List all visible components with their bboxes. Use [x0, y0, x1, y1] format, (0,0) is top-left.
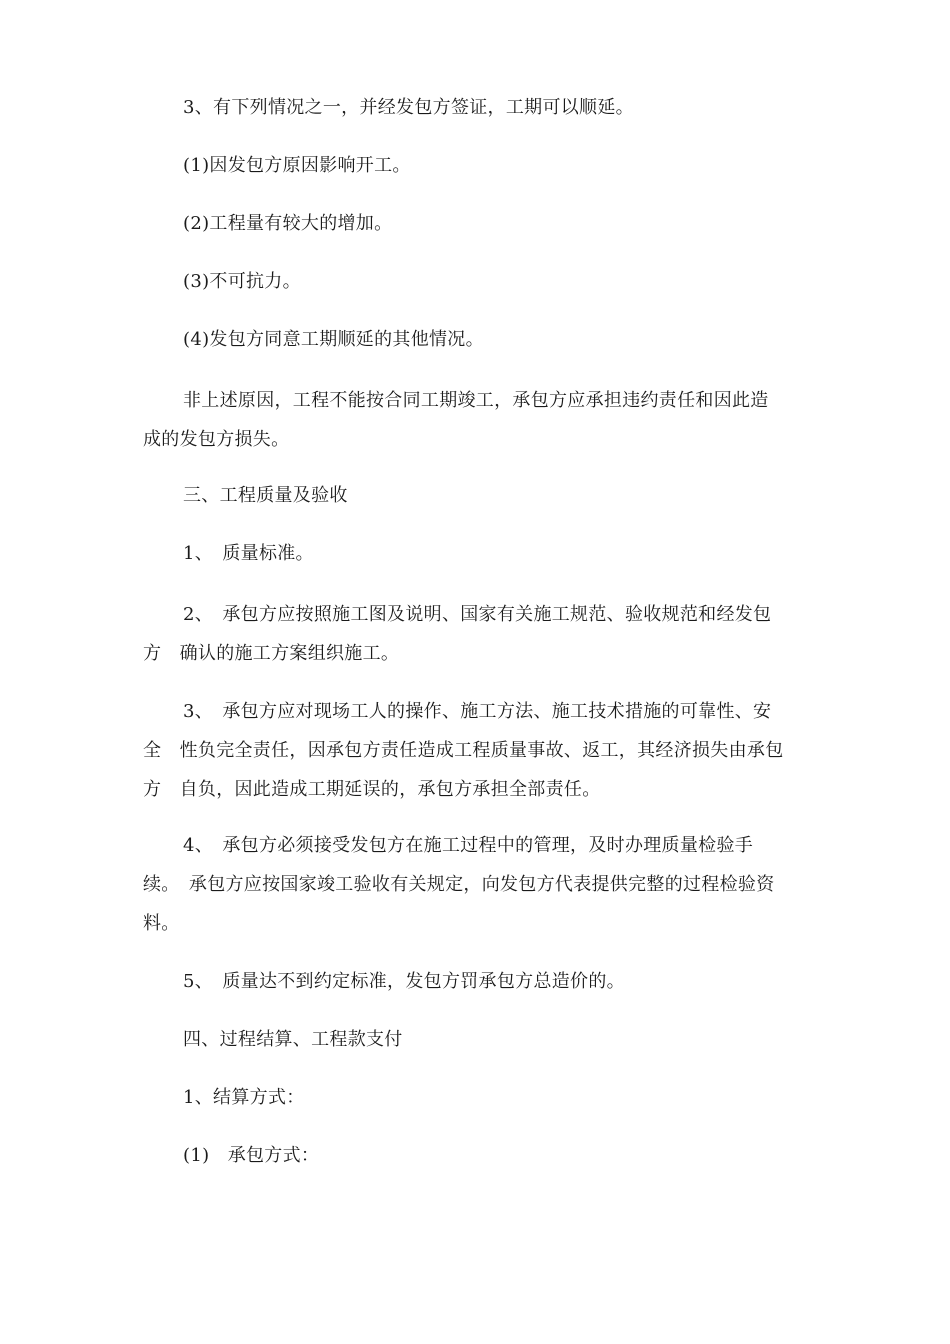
paragraph-quality-4	[143, 826, 808, 943]
text-line: (1)因发包方原因影响开工。	[183, 155, 411, 176]
paragraph-item-2	[143, 204, 808, 243]
section-heading-settlement	[143, 1020, 808, 1059]
text-line: 1、结算方式：	[183, 1087, 305, 1108]
paragraph-item-4	[143, 320, 808, 359]
text-line: 三、工程质量及验收	[183, 485, 348, 506]
paragraph-liability	[143, 381, 808, 459]
paragraph-quality-2	[143, 595, 808, 673]
text-line: 5、 质量达不到约定标准，发包方罚承包方总造价的。	[183, 971, 625, 992]
paragraph-item-3	[143, 262, 808, 301]
text-line: (4)发包方同意工期顺延的其他情况。	[183, 329, 484, 350]
text-line: 方 自负，因此造成工期延误的，承包方承担全部责任。	[143, 779, 601, 800]
text-line: 3、 承包方应对现场工人的操作、施工方法、施工技术措施的可靠性、安	[183, 701, 772, 722]
paragraph-contract-method	[143, 1136, 808, 1175]
text-line: 2、 承包方应按照施工图及说明、国家有关施工规范、验收规范和经发包	[183, 604, 772, 625]
paragraph-quality-1	[143, 534, 808, 573]
paragraph-item-1	[143, 146, 808, 185]
text-line: 全 性负完全责任，因承包方责任造成工程质量事故、返工，其经济损失由承包	[143, 740, 784, 761]
text-line: 1、 质量标准。	[183, 543, 314, 564]
text-line: 成的发包方损失。	[143, 429, 290, 450]
text-line: (1) 承包方式：	[183, 1145, 320, 1166]
section-heading-quality	[143, 476, 808, 515]
text-line: 方 确认的施工方案组织施工。	[143, 643, 400, 664]
text-line: (2)工程量有较大的增加。	[183, 213, 393, 234]
text-line: 4、 承包方必须接受发包方在施工过程中的管理，及时办理质量检验手	[183, 835, 754, 856]
paragraph-settlement-1	[143, 1078, 808, 1117]
text-line: 四、过程结算、工程款支付	[183, 1029, 403, 1050]
text-line: 料。	[143, 913, 180, 934]
paragraph-extension-conditions	[143, 88, 808, 127]
text-line: (3)不可抗力。	[183, 271, 301, 292]
text-line: 续。 承包方应按国家竣工验收有关规定，向发包方代表提供完整的过程检验资	[143, 874, 775, 895]
paragraph-quality-3	[143, 692, 808, 809]
paragraph-quality-5	[143, 962, 808, 1001]
text-line: 3、有下列情况之一，并经发包方签证，工期可以顺延。	[183, 97, 634, 118]
text-line: 非上述原因，工程不能按合同工期竣工，承包方应承担违约责任和因此造	[183, 390, 769, 411]
